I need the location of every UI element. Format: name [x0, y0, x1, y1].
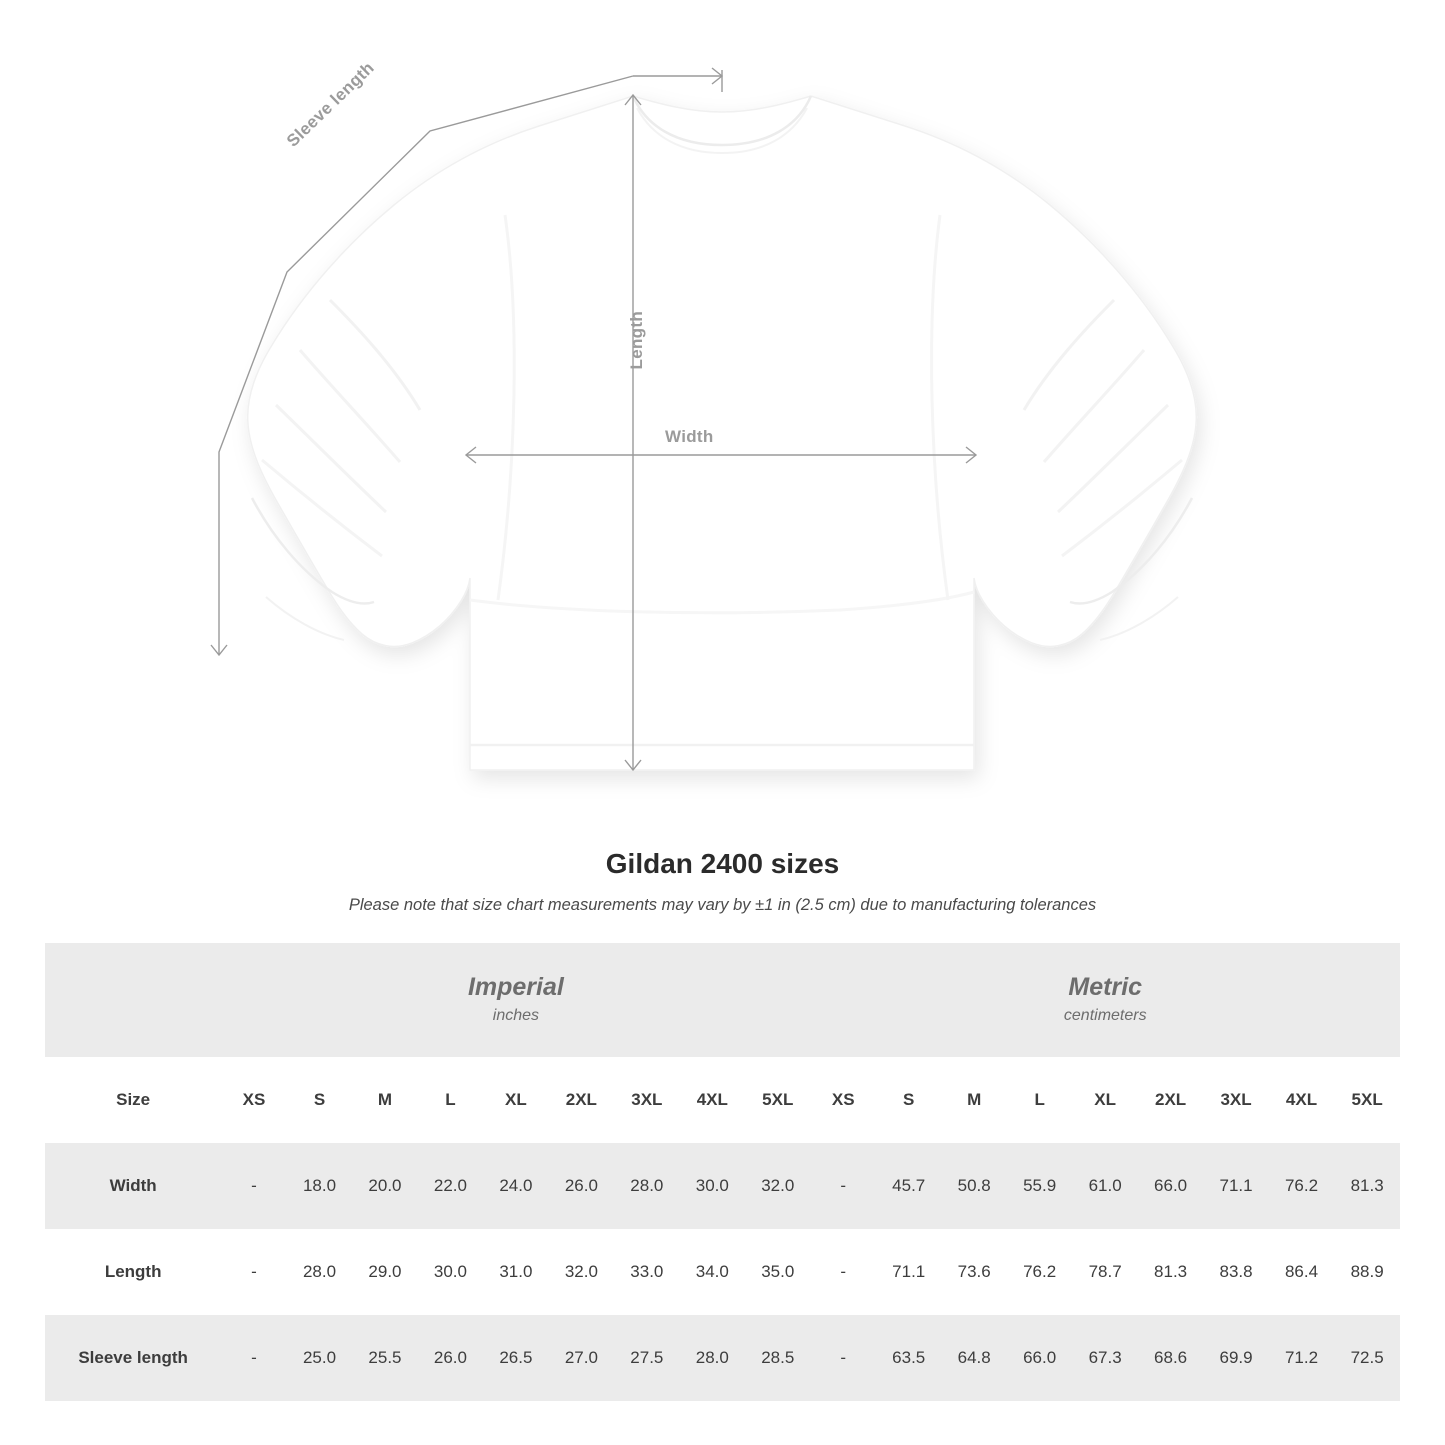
cell-sleeve-metric-m: 64.8 — [941, 1315, 1006, 1401]
unit-header-row — [45, 943, 1400, 1057]
cell-length-metric-3xl: 83.8 — [1203, 1229, 1268, 1315]
cell-sleeve-imperial-m: 25.5 — [352, 1315, 417, 1401]
row-label-width: Width — [45, 1143, 221, 1229]
cell-width-imperial-s: 18.0 — [287, 1143, 352, 1229]
cell-length-metric-4xl: 86.4 — [1269, 1229, 1334, 1315]
unit-sub-metric: centimeters — [1063, 1006, 1147, 1024]
size-col-metric-l: L — [1007, 1057, 1072, 1143]
cell-sleeve-metric-3xl: 69.9 — [1203, 1315, 1268, 1401]
cell-width-imperial-3xl: 28.0 — [614, 1143, 679, 1229]
cell-width-metric-xs: - — [811, 1143, 876, 1229]
cell-width-metric-l: 55.9 — [1007, 1143, 1072, 1229]
cell-length-imperial-l: 30.0 — [418, 1229, 483, 1315]
size-col-imperial-xs: XS — [221, 1057, 286, 1143]
title-block — [0, 848, 1445, 915]
cell-width-imperial-5xl: 32.0 — [745, 1143, 810, 1229]
size-col-metric-5xl: 5XL — [1334, 1057, 1400, 1143]
table-row — [45, 1229, 1400, 1315]
cell-width-metric-2xl: 66.0 — [1138, 1143, 1203, 1229]
cell-sleeve-imperial-xl: 26.5 — [483, 1315, 548, 1401]
size-col-metric-4xl: 4XL — [1269, 1057, 1334, 1143]
cell-width-imperial-4xl: 30.0 — [680, 1143, 745, 1229]
size-col-imperial-m: M — [352, 1057, 417, 1143]
table-row — [45, 1143, 1400, 1229]
cell-sleeve-metric-xl: 67.3 — [1072, 1315, 1137, 1401]
length-dimension-label: Length — [627, 311, 646, 370]
cell-sleeve-metric-2xl: 68.6 — [1138, 1315, 1203, 1401]
cell-length-metric-xs: - — [811, 1229, 876, 1315]
tolerance-note: Please note that size chart measurements may vary by ±1 in (2.5 cm) due to manufacturing tolerances — [348, 896, 1097, 914]
cell-sleeve-metric-5xl: 72.5 — [1334, 1315, 1400, 1401]
table-row — [45, 1315, 1400, 1401]
size-col-imperial-3xl: 3XL — [614, 1057, 679, 1143]
width-dimension-label: Width — [665, 427, 714, 446]
size-col-imperial-xl: XL — [483, 1057, 548, 1143]
row-label-length: Length — [45, 1229, 221, 1315]
cell-sleeve-imperial-4xl: 28.0 — [680, 1315, 745, 1401]
cell-width-metric-s: 45.7 — [876, 1143, 941, 1229]
cell-sleeve-imperial-s: 25.0 — [287, 1315, 352, 1401]
unit-name-metric: Metric — [1068, 972, 1143, 1001]
size-col-metric-3xl: 3XL — [1203, 1057, 1268, 1143]
cell-length-imperial-s: 28.0 — [287, 1229, 352, 1315]
cell-sleeve-metric-xs: - — [811, 1315, 876, 1401]
cell-width-metric-4xl: 76.2 — [1269, 1143, 1334, 1229]
unit-sub-imperial: inches — [492, 1006, 540, 1024]
cell-length-metric-m: 73.6 — [941, 1229, 1006, 1315]
cell-length-imperial-xs: - — [221, 1229, 286, 1315]
unit-header-spacer — [45, 943, 221, 1057]
cell-length-imperial-2xl: 32.0 — [549, 1229, 614, 1315]
sleeve-length-dimension-label: Sleeve length — [283, 58, 378, 151]
cell-sleeve-imperial-xs: - — [221, 1315, 286, 1401]
cell-length-imperial-5xl: 35.0 — [745, 1229, 810, 1315]
size-col-metric-xl: XL — [1072, 1057, 1137, 1143]
cell-length-metric-xl: 78.7 — [1072, 1229, 1137, 1315]
cell-sleeve-imperial-l: 26.0 — [418, 1315, 483, 1401]
size-header-label: Size — [45, 1057, 221, 1143]
cell-sleeve-imperial-2xl: 27.0 — [549, 1315, 614, 1401]
cell-width-metric-xl: 61.0 — [1072, 1143, 1137, 1229]
cell-length-metric-2xl: 81.3 — [1138, 1229, 1203, 1315]
size-header-row — [45, 1057, 1400, 1143]
cell-sleeve-metric-s: 63.5 — [876, 1315, 941, 1401]
page-title: Gildan 2400 sizes — [605, 848, 840, 879]
cell-width-imperial-xs: - — [221, 1143, 286, 1229]
size-col-metric-2xl: 2XL — [1138, 1057, 1203, 1143]
cell-length-metric-l: 76.2 — [1007, 1229, 1072, 1315]
size-col-imperial-4xl: 4XL — [680, 1057, 745, 1143]
size-col-metric-s: S — [876, 1057, 941, 1143]
size-col-imperial-2xl: 2XL — [549, 1057, 614, 1143]
cell-length-imperial-4xl: 34.0 — [680, 1229, 745, 1315]
size-col-imperial-l: L — [418, 1057, 483, 1143]
size-chart-table — [45, 943, 1400, 1401]
row-label-sleeve-length: Sleeve length — [45, 1315, 221, 1401]
cell-length-metric-5xl: 88.9 — [1334, 1229, 1400, 1315]
size-col-imperial-s: S — [287, 1057, 352, 1143]
size-col-imperial-5xl: 5XL — [745, 1057, 810, 1143]
cell-length-imperial-xl: 31.0 — [483, 1229, 548, 1315]
unit-header-metric — [811, 943, 1401, 1057]
cell-length-metric-s: 71.1 — [876, 1229, 941, 1315]
cell-length-imperial-m: 29.0 — [352, 1229, 417, 1315]
size-col-metric-m: M — [941, 1057, 1006, 1143]
unit-name-imperial: Imperial — [467, 972, 564, 1001]
size-col-metric-xs: XS — [811, 1057, 876, 1143]
cell-sleeve-imperial-3xl: 27.5 — [614, 1315, 679, 1401]
cell-length-imperial-3xl: 33.0 — [614, 1229, 679, 1315]
cell-sleeve-imperial-5xl: 28.5 — [745, 1315, 810, 1401]
cell-width-metric-m: 50.8 — [941, 1143, 1006, 1229]
cell-width-metric-3xl: 71.1 — [1203, 1143, 1268, 1229]
cell-width-imperial-xl: 24.0 — [483, 1143, 548, 1229]
cell-width-imperial-m: 20.0 — [352, 1143, 417, 1229]
cell-width-metric-5xl: 81.3 — [1334, 1143, 1400, 1229]
cell-sleeve-metric-l: 66.0 — [1007, 1315, 1072, 1401]
size-table-wrapper — [45, 943, 1400, 1401]
cell-width-imperial-2xl: 26.0 — [549, 1143, 614, 1229]
unit-header-imperial — [221, 943, 810, 1057]
cell-sleeve-metric-4xl: 71.2 — [1269, 1315, 1334, 1401]
cell-width-imperial-l: 22.0 — [418, 1143, 483, 1229]
